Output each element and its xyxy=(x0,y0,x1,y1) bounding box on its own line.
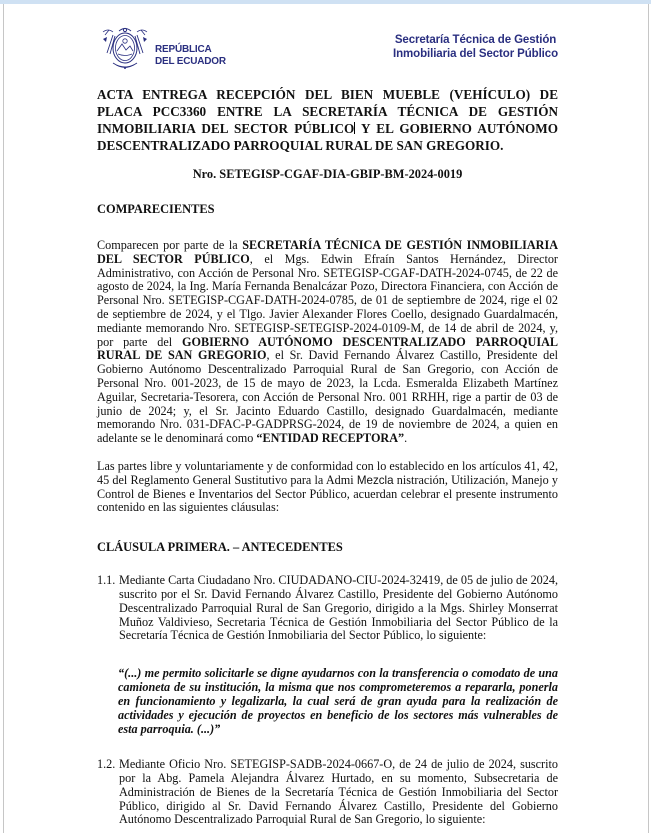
document-title xyxy=(97,86,558,154)
comparecen-text-3: , el Sr. David Fernando Álvarez Castillo, Presidente del Gobierno Autónomo Descentralizado Parroquial Rural de San Gregorio, con Acción de Personal Nro. 001-2023, de 15 de mayo de 2023, la Lcda. Esmeralda Elizabeth Martínez Aguilar, Secretaria-Tesorera, con Acción de Personal Nro. 001 RRHH, rige a partir de 03 de junio de 2024; y, el Sr. Jacinto Eduardo Castillo, designado Guardalmacén, mediante memorando Nro. 031-DFAC-P-GADPRSG-2024, de 19 de noviembre de 2024, a quien en adelante se le denominará como xyxy=(97,348,558,446)
page-right-edge xyxy=(648,4,649,833)
item-text-1-2: Mediante Oficio Nro. SETEGISP-SADB-2024-0667-O, de 24 de julio de 2024, suscrito por la Abg. Pamela Alejandra Álvarez Hurtado, en su momento, Subsecretaria de Administración de Bienes de la Secretaría Técnica de Gestión Inmobiliaria del Sector Público, dirigido al Sr. David Fernando Álvarez Castillo, Presidente del Gobierno Autónomo Descentralizado Parroquial Rural de San Gregorio, lo siguiente: xyxy=(119,757,558,827)
republic-label-line1: REPÚBLICA xyxy=(155,43,212,55)
republic-seal xyxy=(99,23,230,73)
agreement-paragraph xyxy=(97,460,558,515)
document-title-part2: Y EL GOBIERNO AUTÓNOMO DESCENTRALIZADO PARROQUIAL RURAL DE SAN GREGORIO. xyxy=(97,121,558,153)
antecedente-item-1-2 xyxy=(97,758,558,827)
comparecientes-heading: COMPARECIENTES xyxy=(97,202,215,216)
clause-one-heading: CLÁUSULA PRIMERA. – ANTECEDENTES xyxy=(97,540,343,555)
org-name xyxy=(393,34,558,61)
page-content xyxy=(97,4,558,827)
document-number: Nro. SETEGISP-CGAF-DIA-GBIP-BM-2024-0019 xyxy=(192,167,463,181)
republic-label-line2: DEL ECUADOR xyxy=(155,55,226,67)
citizen-letter-quote: “(...) me permito solicitarle se digne ayudarnos con la transferencia o comodato de una camioneta de su institución, la misma que nos comprometeremos a repararla, ponerla en funcionamiento y legalizarla, la cual será de gran ayuda para la realización de actividades y ejecución de proyectos en beneficio de los sectores más vulnerables de esta parroquia. (...)” xyxy=(118,666,558,737)
org-name-line2: Inmobiliaria del Sector Público xyxy=(393,47,558,60)
ecuador-coat-of-arms-icon xyxy=(99,23,151,73)
entity-gad-bold: GOBIERNO AUTÓNOMO DESCENTRALIZADO PARROQUIAL RURAL DE SAN GREGORIO xyxy=(97,334,559,363)
item-number-1-2: 1.2. xyxy=(97,757,116,772)
comparecen-text: Comparecen por parte de la xyxy=(97,238,243,252)
antecedente-item-1-1 xyxy=(97,574,558,643)
comparecientes-paragraph xyxy=(97,239,558,446)
agreement-text: Las partes libre y voluntariamente y de conformidad con lo establecido en los artículos 41, 42, 45 del Reglamento General Sustitutivo para la Admi xyxy=(97,458,558,487)
comparecen-text-2: , el Mgs. Edwin Efraín Santos Hernández, Director Administrativo, con Acción de Personal Nro. SETEGISP-CGAF-DATH-2024-0745, de 22 de agosto de 2024, la Ing. María Fernanda Benalcázar Pozo, Directora Financiera, con Acción de Personal Nro. SETEGISP-CGAF-DATH-2024-0785, de 01 de septiembre de 2024, rige el 02 de septiembre de 2024, y el Tlgo. Javier Alexander Flores Coello, designado Guardalmacén, mediante memorando Nro. SETEGISP-SETEGISP-2024-0109-M, de 14 de abril de 2024, y, por parte del xyxy=(97,251,558,349)
document-title-part1: ACTA ENTREGA RECEPCIÓN DEL BIEN MUEBLE (VEHÍCULO) DE PLACA PCC3360 ENTRE LA SECRETARÍA TÉCNICA DE GESTIÓN INMOBILIARIA DEL SECTOR PÚBLICO xyxy=(97,87,558,136)
mezcla-overlay-text: Mezcla xyxy=(356,473,394,487)
comparecen-period: . xyxy=(404,431,408,446)
republic-label xyxy=(155,43,226,67)
page-left-edge xyxy=(3,4,4,833)
item-text-1-1: Mediante Carta Ciudadano Nro. CIUDADANO-CIU-2024-32419, de 05 de julio de 2024, suscrito por el Sr. David Fernando Álvarez Castillo, Presidente del Gobierno Autónomo Descentralizado Parroquial Rural de San Gregorio, dirigido a la Mgs. Shirley Monserrat Muñoz Valdivieso, Secretaria Técnica de Gestión Inmobiliaria del Sector Público de la Secretaría Técnica de Gestión Inmobiliaria del Sector Público, lo siguiente: xyxy=(119,573,559,643)
item-number-1-1: 1.1. xyxy=(97,573,116,588)
entidad-receptora-bold: “ENTIDAD RECEPTORA” xyxy=(256,431,405,446)
org-name-line1: Secretaría Técnica de Gestión xyxy=(394,34,557,46)
letterhead xyxy=(97,23,558,73)
agreement-text-2: nistración, Utilización, Manejo y Control de Bienes e Inventarios del Sector Público, acuerdan celebrar el presente instrumento contenido en las siguientes cláusulas: xyxy=(97,472,559,515)
entity-setegisp-bold: SECRETARÍA TÉCNICA DE GESTIÓN INMOBILIARIA DEL SECTOR PÚBLICO xyxy=(97,238,558,266)
